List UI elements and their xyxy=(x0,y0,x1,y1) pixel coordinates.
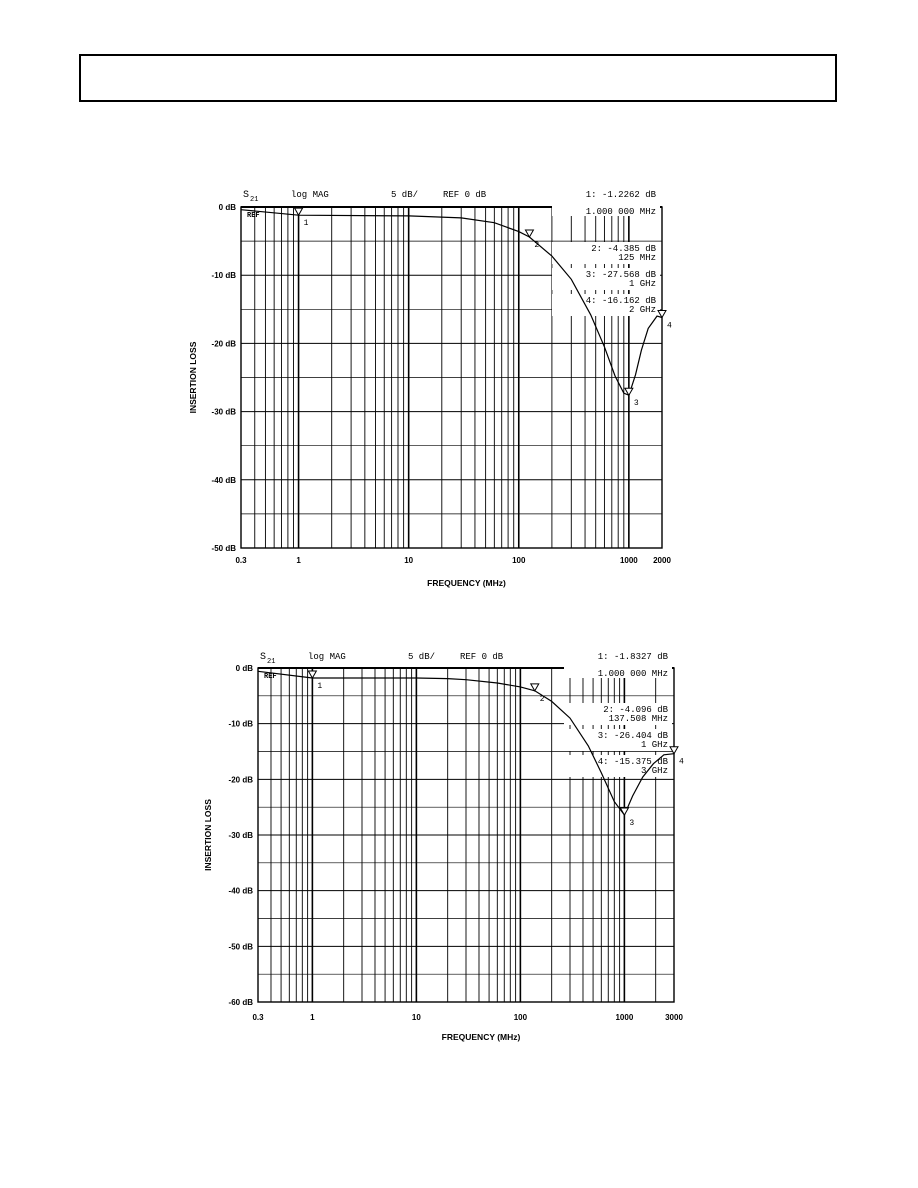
trace-marker-label: 2 xyxy=(539,694,545,704)
y-tick-label: -10 dB xyxy=(228,719,253,729)
y-tick-label: -20 dB xyxy=(211,339,236,349)
marker-readout-freq: 1 GHz xyxy=(628,279,656,289)
x-tick-label: 1 xyxy=(310,1013,315,1022)
y-tick-label: 0 dB xyxy=(218,203,236,212)
marker-readout-freq: 3 GHz xyxy=(640,766,668,776)
x-tick-label: 1 xyxy=(296,556,301,565)
marker-readout-freq: 2 GHz xyxy=(628,305,656,315)
marker-readout-value: 4: -16.162 dB xyxy=(585,296,656,306)
marker-readout-value: 4: -15.375 dB xyxy=(597,757,668,767)
trace-marker-label: 1 xyxy=(317,682,323,692)
y-tick-label: -40 dB xyxy=(211,475,236,485)
trace-marker-label: 3 xyxy=(629,818,635,828)
marker-readout-freq: 137.508 MHz xyxy=(608,714,668,724)
trace-marker-label: 2 xyxy=(534,241,540,251)
x-tick-label: 1000 xyxy=(619,556,638,565)
y-tick-label: -50 dB xyxy=(228,942,253,952)
y-axis-title: INSERTION LOSS xyxy=(188,341,198,414)
marker-readout-freq: 1 GHz xyxy=(640,740,668,750)
header-scale: 5 dB/ xyxy=(391,190,419,200)
header-format: log MAG xyxy=(308,652,346,662)
y-tick-label: -60 dB xyxy=(228,998,253,1007)
trace-marker-label: 4 xyxy=(679,757,684,767)
marker-readout-value: 2: -4.385 dB xyxy=(591,244,656,254)
marker-readout-value: 3: -26.404 dB xyxy=(597,731,668,741)
x-tick-label: 100 xyxy=(513,1013,528,1022)
y-tick-label: -20 dB xyxy=(228,775,253,785)
x-tick-label: 0.3 xyxy=(235,556,247,565)
x-tick-label: 3000 xyxy=(665,1013,683,1022)
y-tick-label: -30 dB xyxy=(211,407,236,417)
y-axis-title: INSERTION LOSS xyxy=(203,799,213,871)
y-tick-label: -30 dB xyxy=(228,831,253,840)
chart-2 xyxy=(203,650,684,1042)
header-param: S xyxy=(260,652,267,663)
marker-readout-value: 3: -27.568 dB xyxy=(585,270,656,280)
x-tick-label: 0.3 xyxy=(252,1013,264,1022)
marker-readout-freq: 1.000 000 MHz xyxy=(585,207,656,217)
chart-1 xyxy=(188,188,672,588)
header-param-sub: 21 xyxy=(250,196,259,204)
marker-readout-freq: 1.000 000 MHz xyxy=(597,669,668,679)
x-axis-title: FREQUENCY (MHz) xyxy=(441,1032,521,1042)
trace-marker-label: 1 xyxy=(303,219,309,229)
marker-readout-freq: 125 MHz xyxy=(618,253,656,263)
x-tick-label: 100 xyxy=(512,556,526,565)
ref-indicator: REF xyxy=(247,212,260,220)
header-ref: REF 0 dB xyxy=(460,652,504,662)
y-tick-label: -40 dB xyxy=(228,886,253,896)
ref-indicator: REF xyxy=(264,673,277,681)
x-tick-label: 10 xyxy=(404,556,414,565)
y-tick-label: -10 dB xyxy=(211,271,236,281)
x-tick-label: 2000 xyxy=(653,556,671,565)
header-format: log MAG xyxy=(291,190,329,200)
x-axis-title: FREQUENCY (MHz) xyxy=(427,578,506,588)
header-ref: REF 0 dB xyxy=(443,190,487,200)
marker-readout-value: 2: -4.096 dB xyxy=(603,705,668,715)
x-tick-label: 1000 xyxy=(615,1013,634,1022)
marker-readout-value: 1: -1.8327 dB xyxy=(597,652,668,662)
header-param: S xyxy=(243,190,250,201)
marker-readout-value: 1: -1.2262 dB xyxy=(585,190,656,200)
header-scale: 5 dB/ xyxy=(408,652,436,662)
x-tick-label: 10 xyxy=(411,1013,421,1022)
y-tick-label: -50 dB xyxy=(211,544,236,553)
trace-marker-label: 4 xyxy=(667,321,672,331)
y-tick-label: 0 dB xyxy=(235,664,253,673)
trace-marker-label: 3 xyxy=(633,399,639,409)
header-param-sub: 21 xyxy=(267,658,276,666)
